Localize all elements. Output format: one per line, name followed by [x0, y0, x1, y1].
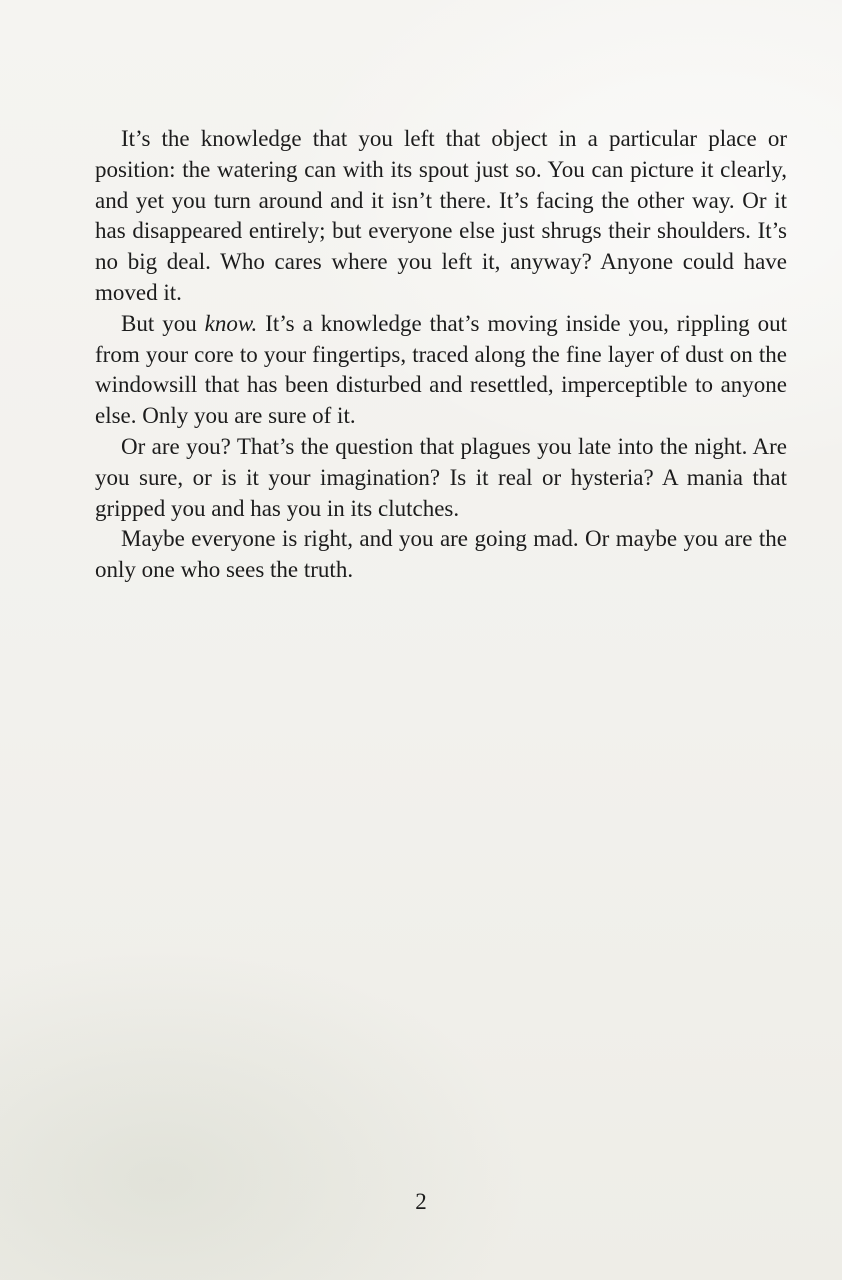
paragraph-4-text: Maybe everyone is right, and you are going mad. Or maybe you are the only one who sees the truth.: [95, 526, 787, 583]
body-text: [95, 124, 787, 586]
paragraph-2-text-before: But you: [121, 310, 205, 336]
paragraph-2-emphasis: know.: [204, 310, 258, 336]
paragraph-2: [95, 309, 787, 432]
paragraph-1-text: It’s the knowledge that you left that object in a particular place or position: the watering can with its spout just so. You can picture it clearly, and yet you turn around and it isn’t there. It’s facing the other way. Or it has disappeared entirely; but everyone else just shrugs their shoulders. It’s no big deal. Who cares where you left it, anyway? Anyone could have moved it.: [95, 126, 787, 305]
paragraph-3: [95, 432, 787, 524]
paragraph-3-text: Or are you? That’s the question that plagues you late into the night. Are you sure, or is it your imagination? Is it real or hysteria? A mania that gripped you and has you in its clutches.: [95, 433, 787, 521]
page-number: 2: [415, 1189, 427, 1214]
paragraph-2-text-after: It’s a knowledge that’s moving inside you, rippling out from your core to your fingertips, traced along the fine layer of dust on the windowsill that has been disturbed and resettled, imperceptible to anyone else. Only you are sure of it.: [95, 310, 787, 429]
paragraph-1: [95, 124, 787, 309]
paragraph-4: [95, 524, 787, 586]
